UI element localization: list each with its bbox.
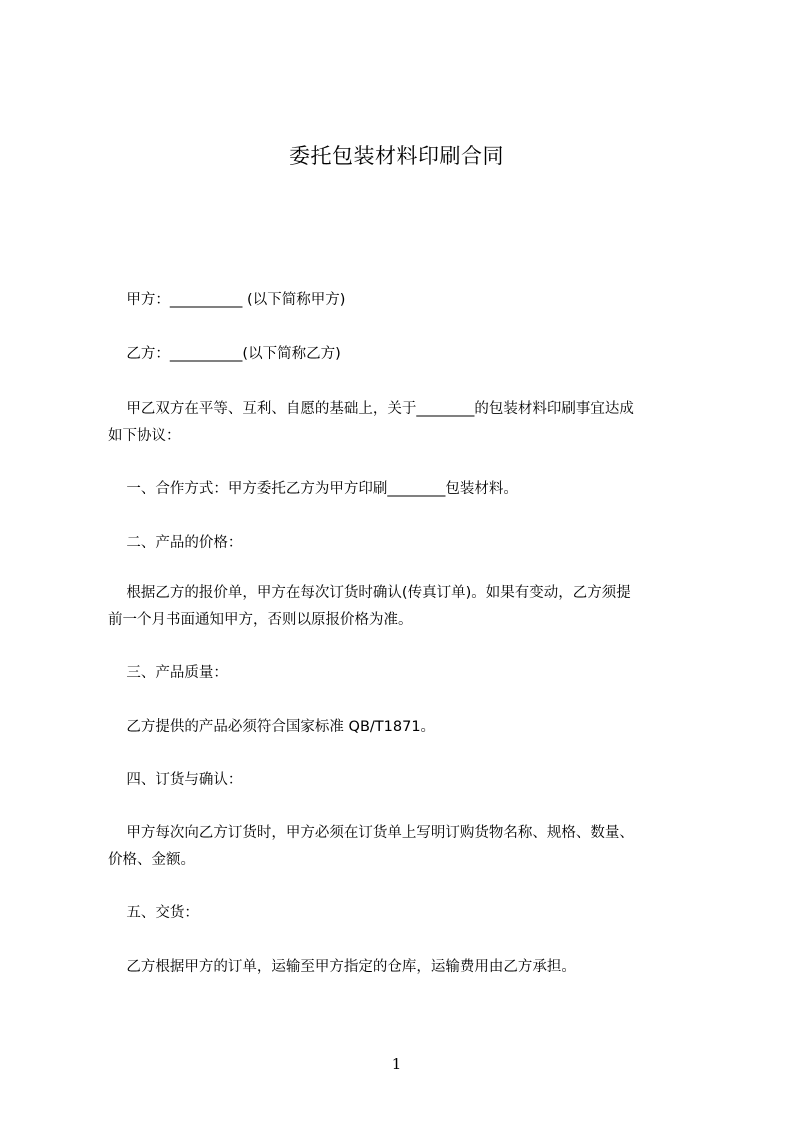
section-2-line-1: 根据乙方的报价单，甲方在每次订货时确认(传真订单)。如果有变动，乙方须提	[108, 585, 631, 601]
section-1-cooperation: 一、合作方式：甲方委托乙方为甲方印刷________包装材料。	[108, 481, 518, 497]
intro-line-2: 如下协议：	[108, 428, 181, 444]
section-5-body: 乙方根据甲方的订单，运输至甲方指定的仓库，运输费用由乙方承担。	[108, 959, 576, 975]
section-4-heading: 四、订货与确认：	[108, 772, 243, 788]
section-4-line-1: 甲方每次向乙方订货时，甲方必须在订货单上写明订购货物名称、规格、数量、	[108, 825, 634, 841]
party-b-line: 乙方：__________(以下简称乙方)	[108, 346, 341, 362]
page-number: 1	[391, 1055, 402, 1073]
party-a-line: 甲方：__________ (以下简称甲方)	[108, 292, 346, 308]
document-title: 委托包装材料印刷合同	[289, 144, 504, 168]
section-4-line-2: 价格、金额。	[108, 852, 195, 868]
intro-line-1: 甲乙双方在平等、互利、自愿的基础上，关于________的包装材料印刷事宜达成	[108, 401, 634, 417]
section-3-body: 乙方提供的产品必须符合国家标准 QB/T1871。	[108, 719, 436, 735]
section-3-heading: 三、产品质量：	[108, 665, 228, 681]
section-2-line-2: 前一个月书面通知甲方，否则以原报价格为准。	[108, 612, 413, 628]
section-5-heading: 五、交货：	[108, 905, 199, 921]
section-2-heading: 二、产品的价格：	[108, 535, 243, 551]
